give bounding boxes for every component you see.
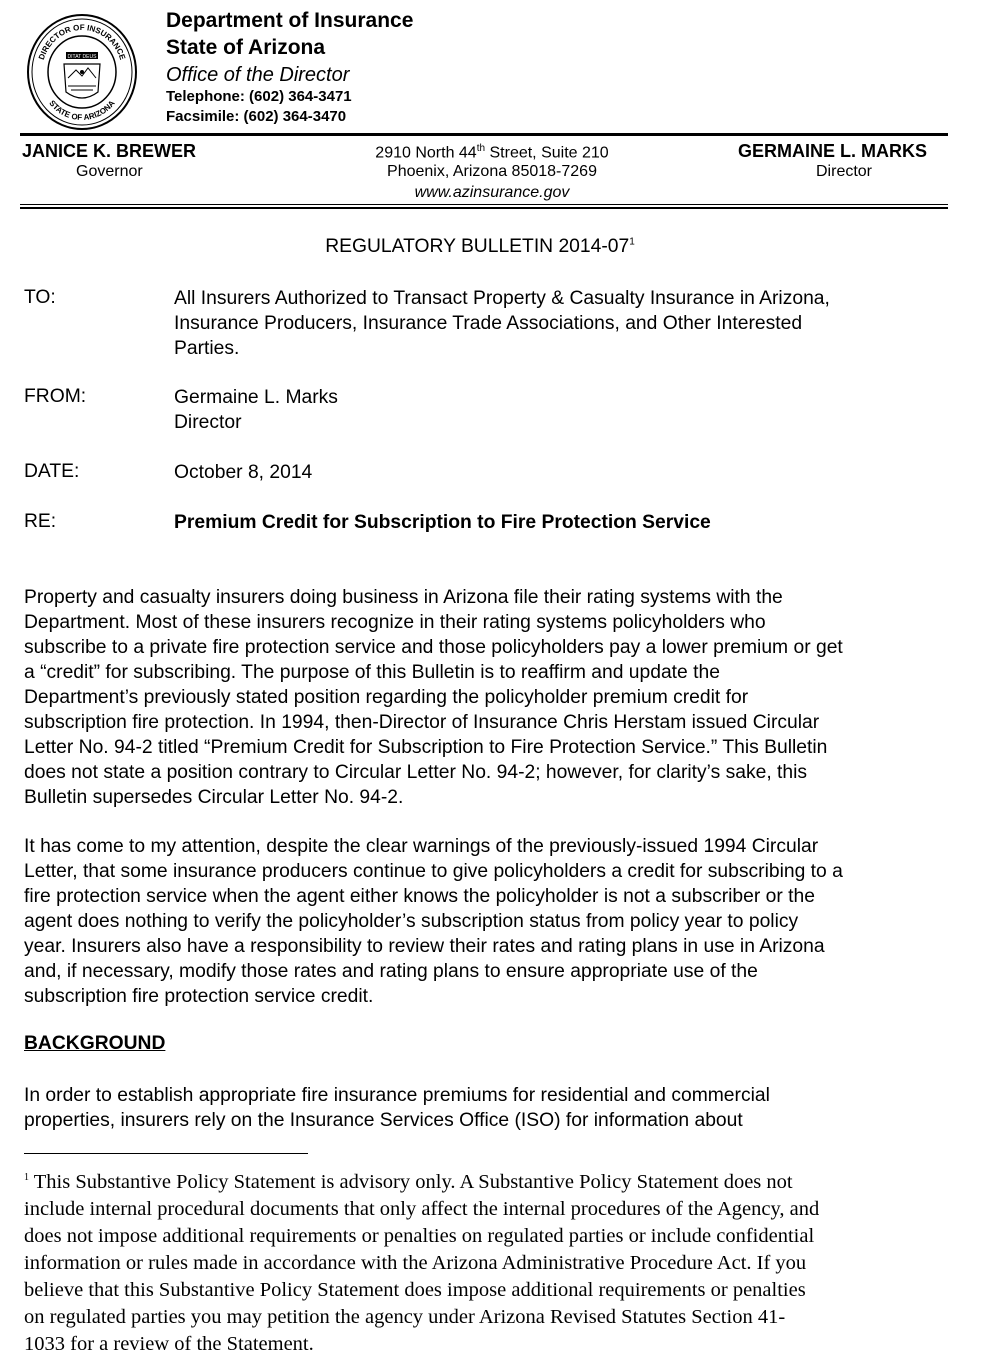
background-heading: BACKGROUND (24, 1033, 166, 1054)
governor-name: JANICE K. BREWER (22, 141, 197, 161)
footnote-separator (24, 1153, 308, 1154)
to-label: TO: (24, 287, 56, 308)
paragraph-line: subscription fire protection. In 1994, then-Director of Insurance Chris Herstam issued Circular (24, 712, 820, 733)
footnote-line: does not impose additional requirements or penalties on regulated parties or include confidential (24, 1224, 815, 1247)
governor-title: Governor (76, 163, 143, 180)
paragraph-intro (24, 585, 843, 810)
footnote-line: information or rules made in accordance with the Arizona Administrative Procedure Act. If you (24, 1251, 807, 1274)
footnote-line: on regulated parties you may petition the agency under Arizona Revised Statutes Section 41- (24, 1305, 786, 1328)
date-label: DATE: (24, 461, 80, 482)
office-name: Office of the Director (166, 64, 350, 86)
seal-inner-text: DITAT DEUS (67, 54, 97, 60)
address-line-2: Phoenix, Arizona 85018-7269 (387, 163, 597, 180)
paragraph-line: properties, insurers rely on the Insurance Services Office (ISO) for information about (24, 1110, 743, 1131)
website-link[interactable]: www.azinsurance.gov (414, 184, 570, 201)
state-name: State of Arizona (166, 36, 326, 59)
paragraph-line: Letter No. 94-2 titled “Premium Credit for Subscription to Fire Protection Service.” This Bulletin (24, 737, 828, 758)
paragraph-line: In order to establish appropriate fire insurance premiums for residential and commercial (24, 1085, 770, 1106)
address-line-1: 2910 North 44th Street, Suite 210 (375, 143, 609, 162)
paragraph-line: It has come to my attention, despite the clear warnings of the previously-issued 1994 Circular (24, 836, 819, 857)
paragraph-line: Letter, that some insurance producers continue to give policyholders a credit for subscribing to a (24, 861, 843, 882)
department-name: Department of Insurance (166, 9, 414, 32)
paragraph-line: agent does nothing to verify the policyholder’s subscription status from policy year to policy (24, 911, 799, 932)
header-rule-top (20, 133, 948, 136)
from-title: Director (174, 412, 242, 433)
paragraph-line: subscribe to a private fire protection service and those policyholders pay a lower premium or get (24, 637, 843, 658)
re-label: RE: (24, 511, 57, 532)
footnote-mark: 1 (24, 1172, 29, 1183)
paragraph-attention (24, 834, 843, 1009)
re-value: Premium Credit for Subscription to Fire Protection Service (174, 512, 711, 533)
paragraph-line: and, if necessary, modify those rates and rating plans to ensure appropriate use of the (24, 961, 758, 982)
date-value: October 8, 2014 (174, 462, 313, 483)
seal-text-top: DIRECTOR OF INSURANCE (36, 22, 128, 61)
paragraph-line: Property and casualty insurers doing business in Arizona file their rating systems with the (24, 587, 783, 608)
paragraph-line: does not state a position contrary to Circular Letter No. 94-2; however, for clarity’s sake, this (24, 762, 808, 783)
footnote-line: 1033 for a review of the Statement. (24, 1332, 314, 1355)
from-label: FROM: (24, 386, 87, 407)
seal-of-arizona-director-of-insurance (26, 12, 138, 130)
footnote-line: $^1$ This Substantive Policy Statement is advisory only. A Substantive Policy Statement does not (24, 1170, 793, 1193)
seal-text-bottom: STATE OF ARIZONA (47, 98, 117, 123)
facsimile: Facsimile: (602) 364-3470 (166, 108, 347, 125)
paragraph-line: subscription fire protection service credit. (24, 986, 374, 1007)
director-title: Director (816, 163, 873, 180)
header-rule-double-1 (20, 204, 948, 205)
paragraph-line: a “credit” for subscribing. The purpose of this Bulletin is to reaffirm and update the (24, 662, 720, 683)
paragraph-line: year. Insurers also have a responsibility to review their rates and rating plans in use in Arizona (24, 936, 825, 957)
paragraph-line: Department. Most of these insurers recognize in their rating systems policyholders who (24, 612, 766, 633)
paragraph-line: fire protection service when the agent either knows the policyholder is not a subscriber or the (24, 886, 815, 907)
to-line: Insurance Producers, Insurance Trade Associations, and Other Interested (174, 313, 803, 334)
to-value (174, 286, 830, 361)
paragraph-background (24, 1083, 770, 1133)
telephone: Telephone: (602) 364-3471 (166, 88, 352, 105)
paragraph-line: Bulletin supersedes Circular Letter No. 94-2. (24, 787, 404, 808)
to-line: All Insurers Authorized to Transact Property & Casualty Insurance in Arizona, (174, 288, 830, 309)
paragraph-line: Department’s previously stated position regarding the policyholder premium credit for (24, 687, 749, 708)
from-name: Germaine L. Marks (174, 387, 338, 408)
header-rule-double-2 (20, 207, 948, 209)
footnote-line: include internal procedural documents that only affect the internal procedures of the Agency, and (24, 1197, 820, 1220)
footnote-line: believe that this Substantive Policy Statement does impose additional requirements or penalties (24, 1278, 806, 1301)
director-name: GERMAINE L. MARKS (738, 141, 927, 161)
footnote (24, 1164, 819, 1358)
to-line: Parties. (174, 338, 240, 359)
from-value (174, 385, 338, 435)
bulletin-title: REGULATORY BULLETIN $2014-07^1$ (325, 236, 635, 257)
